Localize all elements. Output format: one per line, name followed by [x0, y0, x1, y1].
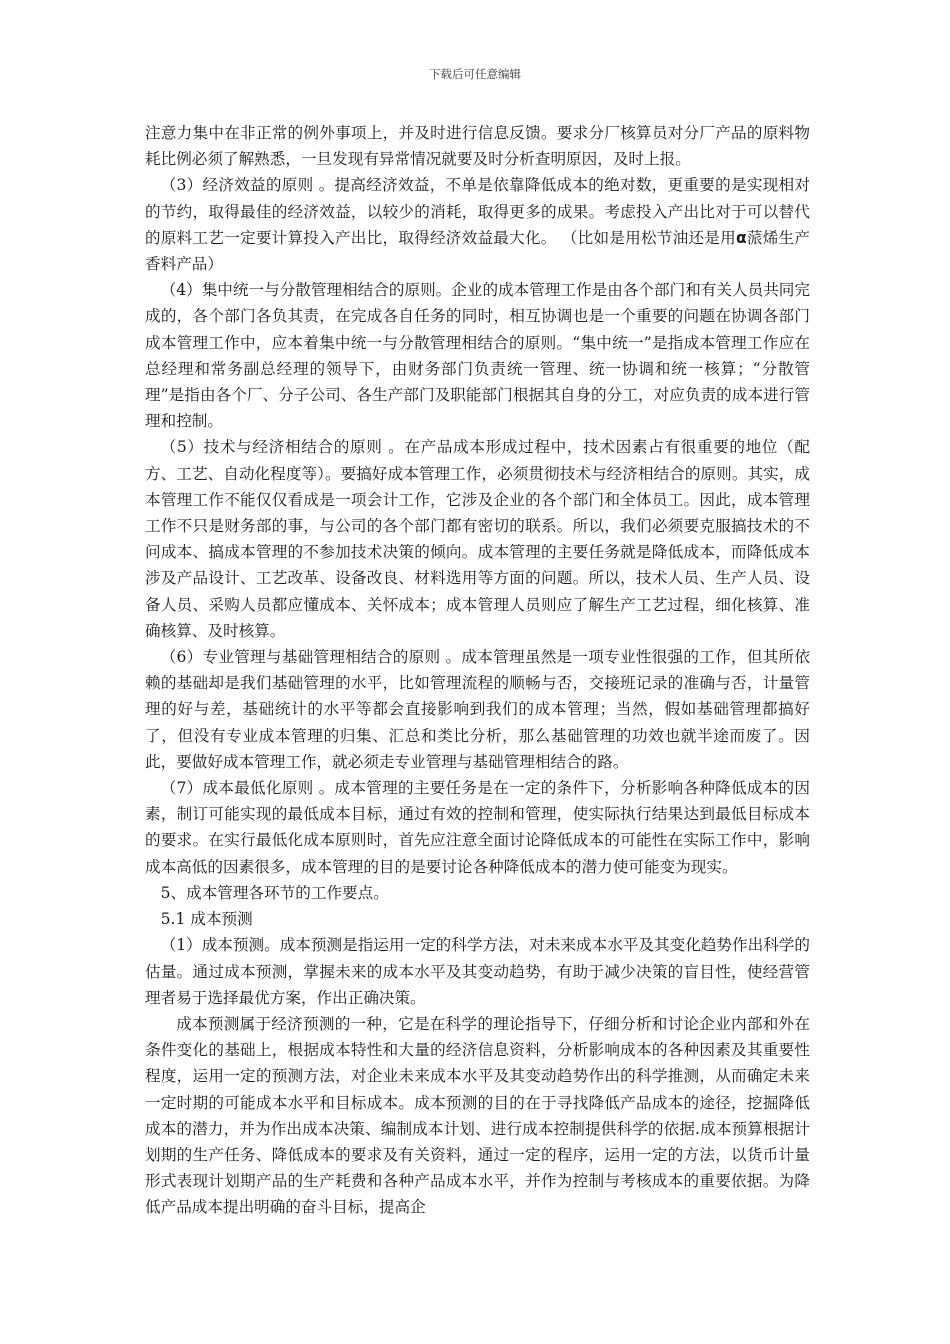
paragraph-economic-benefit-text: （3）经济效益的原则 。提高经济效益，不单是依靠降低成本的绝对数，更重要的是实现相对的节约，取得最佳的经济效益，以较少的消耗，取得更多的成果。考虑投入产出比对于可以替代的原料工艺一定要计算投入产出比，取得经济效益最大化。 （比如是用松节油还是用 [145, 176, 810, 247]
paragraph-economic-benefit [145, 172, 810, 277]
document-body [145, 120, 810, 1221]
paragraph-cost-minimization: （7）成本最低化原则 。成本管理的主要任务是在一定的条件下，分析影响各种降低成本的因素，制订可能实现的最低成本目标，通过有效的控制和管理，使实际执行结果达到最低目标成本的要求。在实行最低化成本原则时，首先应注意全面讨论降低成本的可能性在实际工作中，影响成本高低的因素很多，成本管理的目的是要讨论各种降低成本的潜力使可能变为现实。 [145, 779, 810, 876]
subsection-heading-5-1: 5.1 成本预测 [160, 910, 253, 929]
alpha-symbol: α [735, 228, 747, 247]
page-header: 下载后可任意编辑 [429, 67, 521, 81]
paragraph-centralized-decentralized: （4）集中统一与分散管理相结合的原则。企业的成本管理工作是由各个部门和有关人员共同完成的，各个部门各负其责，在完成各自任务的同时，相互协调也是一个重要的问题在协调各部门成本管理工作中，应本着集中统一与分散管理相结合的原则。“集中统一”是指成本管理工作应在总经理和常务副总经理的领导下，由财务部门负责统一管理、统一协调和统一核算；“分散管理”是指由各个厂、分子公司、各生产部门及职能部门根据其自身的分工，对应负责的成本进行管理和控制。 [145, 281, 810, 431]
paragraph-professional-basic: （6）专业管理与基础管理相结合的原则 。成本管理虽然是一项专业性很强的工作，但其所依赖的基础却是我们基础管理的水平，比如管理流程的顺畅与否，交接班记录的准确与否，计量管理的好与差，基础统计的水平等都会直接影响到我们的成本管理；当然，假如基础管理都搞好了，但没有专业成本管理的归集、汇总和类比分析，那么基础管理的功效也就半途而废了。因此，要做好成本管理工作，就必须走专业管理与基础管理相结合的路。 [145, 648, 810, 771]
paragraph-cost-forecast: （1）成本预测。成本预测是指运用一定的科学方法，对未来成本水平及其变化趋势作出科学的估量。通过成本预测，掌握未来的成本水平及其变动趋势，有助于减少决策的盲目性，使经营管理者易于选择最优方案，作出正确决策。 [145, 936, 810, 1007]
paragraph-economic-benefit-tail: 蒎烯生产香料产品） [145, 228, 810, 274]
paragraph-continuation: 注意力集中在非正常的例外事项上，并及时进行信息反馈。要求分厂核算员对分厂产品的原料物耗比例必须了解熟悉，一旦发现有异常情况就要及时分析查明原因，及时上报。 [145, 124, 810, 169]
paragraph-cost-forecast-detail: 成本预测属于经济预测的一种，它是在科学的理论指导下，仔细分析和讨论企业内部和外在条件变化的基础上，根据成本特性和大量的经济信息资料，分析影响成本的各种因素及其重要性程度，运用一定的预测方法，对企业未来成本水平及其变动趋势作出的科学推测，从而确定未来一定时期的可能成本水平和目标成本。成本预测的目的在于寻找降低产品成本的途径，挖掘降低成本的潜力，并为作出成本决策、编制成本计划、进行成本控制提供科学的依据.成本预算根据计划期的生产任务、降低成本的要求及有关资料，通过一定的程序，运用一定的方法，以货币计量形式表现计划期产品的生产耗费和各种产品成本水平，并作为控制与考核成本的重要依据。为降低产品成本提出明确的奋斗目标，提高企 [145, 1014, 810, 1217]
paragraph-technology-economy: （5）技术与经济相结合的原则 。在产品成本形成过程中，技术因素占有很重要的地位（配方、工艺、自动化程度等）。要搞好成本管理工作，必须贯彻技术与经济相结合的原则。其实，成本管理工作不能仅仅看成是一项会计工作，它涉及企业的各个部门和全体员工。因此，成本管理工作不只是财务部的事，与公司的各个部门都有密切的联系。所以，我们必须要克服搞技术的不问成本、搞成本管理的不参加技术决策的倾向。成本管理的主要任务就是降低成本，而降低成本涉及产品设计、工艺改革、设备改良、材料选用等方面的问题。所以，技术人员、生产人员、设备人员、采购人员都应懂成本、关怀成本；成本管理人员则应了解生产工艺过程，细化核算、准确核算、及时核算。 [145, 438, 810, 640]
section-heading-5: 5、成本管理各环节的工作要点。 [160, 883, 389, 902]
